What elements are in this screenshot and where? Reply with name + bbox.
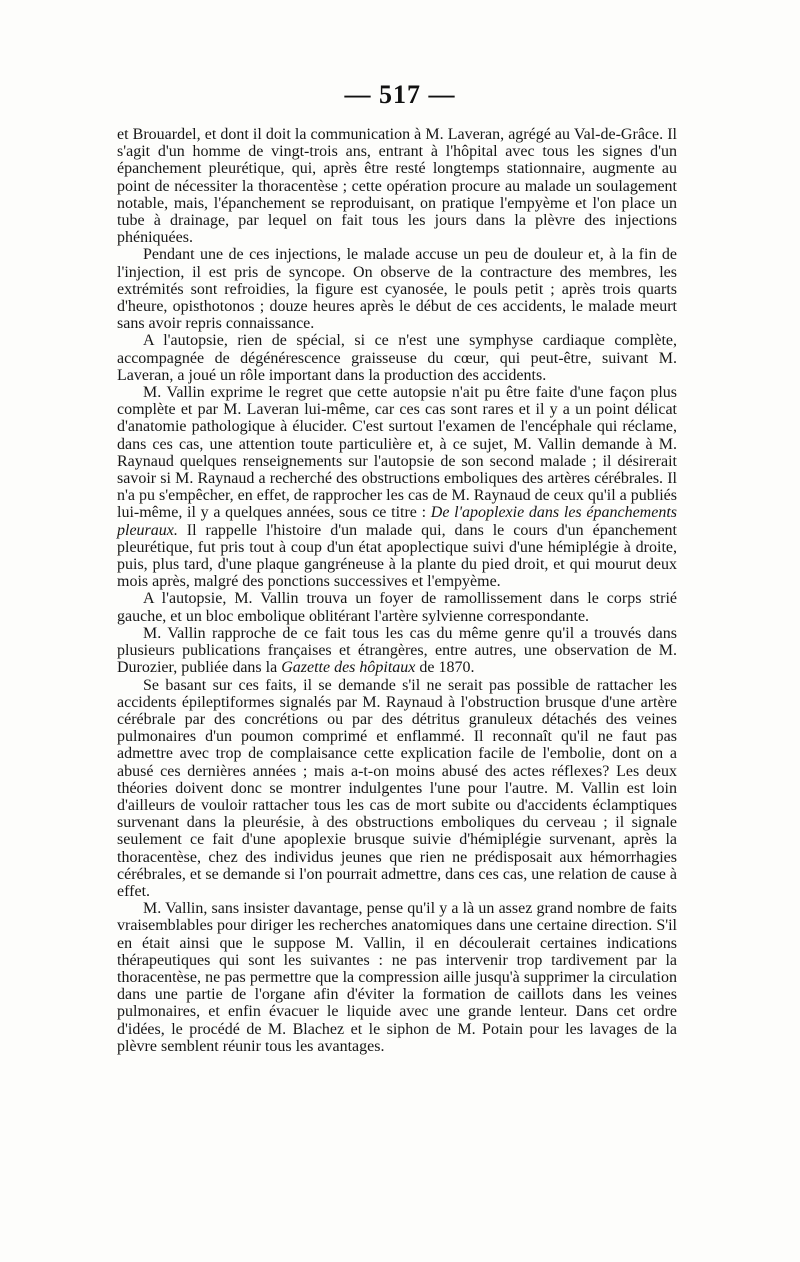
paragraph-text: A l'autopsie, rien de spécial, si ce n'est une symphyse cardiaque complète, accompagnée de dégénérescence graisseuse du cœur, qui peut-être, suivant M. Laveran, a joué un rôle important dans la production des accidents. — [117, 332, 677, 384]
paragraph — [117, 625, 677, 677]
paragraph — [117, 126, 677, 246]
paragraph-text: de 1870. — [415, 659, 475, 677]
paragraph — [117, 332, 677, 384]
paragraph — [117, 246, 677, 332]
paragraph-text: et Brouardel, et dont il doit la communication à M. Laveran, agrégé au Val-de-Grâce. Il s'agit d'un homme de vingt-trois ans, entrant à l'hôpital avec tous les signes d'un épanchement pleurétique, qui, après être resté longtemps stationnaire, augmente au point de nécessiter la thoracentèse ; cette opération procure au malade un soulagement notable, mais, l'épanchement se reproduisant, on pratique l'empyème et l'on place un tube à drainage, par lequel on fait tous les jours dans la plèvre des injections phéniquées. — [117, 126, 677, 247]
italic-title: Gazette des hôpitaux — [281, 659, 416, 677]
page-number: — 517 — — [344, 80, 456, 109]
paragraph — [117, 384, 677, 590]
paragraph — [117, 900, 677, 1055]
paragraph-text: M. Vallin, sans insister davantage, pense qu'il y a là un assez grand nombre de faits vraisemblables pour diriger les recherches anatomiques dans une certaine direction. S'il en était ainsi que le suppose M. Vallin, il en découlerait certaines indications thérapeutiques qui sont les suivantes : ne pas intervenir trop tardivement par la thoracentèse, ne pas permettre que la compression aille jusqu'à supprimer la circulation dans une partie de l'organe afin d'éviter la formation de caillots dans les veines pulmonaires, et enfin évacuer le liquide avec une grande lenteur. Dans cet ordre d'idées, le procédé de M. Blachez et le siphon de M. Potain pour les lavages de la plèvre semblent réunir tous les avantages. — [117, 900, 677, 1055]
paragraph — [117, 590, 677, 624]
body-text — [117, 126, 677, 1055]
paragraph-text: M. Vallin exprime le regret que cette autopsie n'ait pu être faite d'une façon plus complète et par M. Laveran lui-même, car ces cas sont rares et il y a un point délicat d'anatomie pathologique à élucider. C'est surtout l'examen de l'encéphale qui réclame, dans ces cas, une attention toute particulière et, à ce sujet, M. Vallin demande à M. Raynaud quelques renseignements sur l'autopsie de son second malade ; il désirerait savoir si M. Raynaud a recherché des obstructions emboliques des artères cérébrales. Il n'a pu s'empêcher, en effet, de rapprocher les cas de M. Raynaud de ceux qu'il a publiés lui-même, il y a quelques années, sous ce titre : — [117, 384, 677, 522]
italic-title: De l'apoplexie dans les épanchements pleuraux. — [117, 504, 677, 539]
paragraph-text: Il rappelle l'histoire d'un malade qui, dans le cours d'un épanchement pleurétique, fut pris tout à coup d'un état apoplectique suivi d'une hémiplégie à droite, puis, plus tard, d'une plaque gangréneuse à la plante du pied droit, et qui mourut deux mois après, malgré des ponctions successives et l'empyème. — [117, 521, 677, 591]
paragraph-text: Se basant sur ces faits, il se demande s'il ne serait pas possible de rattacher les accidents épileptiformes signalés par M. Raynaud à l'obstruction brusque d'une artère cérébrale par des concrétions ou par des détritus granuleux détachés des veines pulmonaires d'un poumon comprimé et enflammé. Il reconnaît qu'il ne faut pas admettre avec trop de complaisance cette explication facile de l'embolie, dont on a abusé ces dernières années ; mais a-t-on moins abusé des actes réflexes? Les deux théories doivent donc se montrer indulgentes l'une pour l'autre. M. Vallin est loin d'ailleurs de vouloir rattacher tous les cas de mort subite ou d'accidents éclamptiques survenant dans la pleurésie, à des obstructions emboliques du cerveau ; il signale seulement ce fait d'une apoplexie brusque suivie d'hémiplégie survenant, après la thoracentèse, chez des individus jeunes que rien ne prédisposait aux hémorrhagies cérébrales, et se demande si l'on pourrait admettre, dans ces cas, une relation de cause à effet. — [117, 676, 677, 900]
paragraph-text: M. Vallin rapproche de ce fait tous les cas du même genre qu'il a trouvés dans plusieurs publications françaises et étrangères, entre autres, une observation de M. Durozier, publiée dans la — [117, 624, 677, 677]
paragraph — [117, 677, 677, 901]
paragraph-text: Pendant une de ces injections, le malade accuse un peu de douleur et, à la fin de l'injection, il est pris de syncope. On observe de la contracture des membres, les extrémités sont refroidies, la figure est cyanosée, le pouls petit ; après trois quarts d'heure, opisthotonos ; douze heures après le début de ces accidents, le malade meurt sans avoir repris connaissance. — [117, 246, 677, 333]
paragraph-text: A l'autopsie, M. Vallin trouva un foyer de ramollissement dans le corps strié gauche, et un bloc embolique oblitérant l'artère sylvienne correspondante. — [117, 590, 677, 625]
